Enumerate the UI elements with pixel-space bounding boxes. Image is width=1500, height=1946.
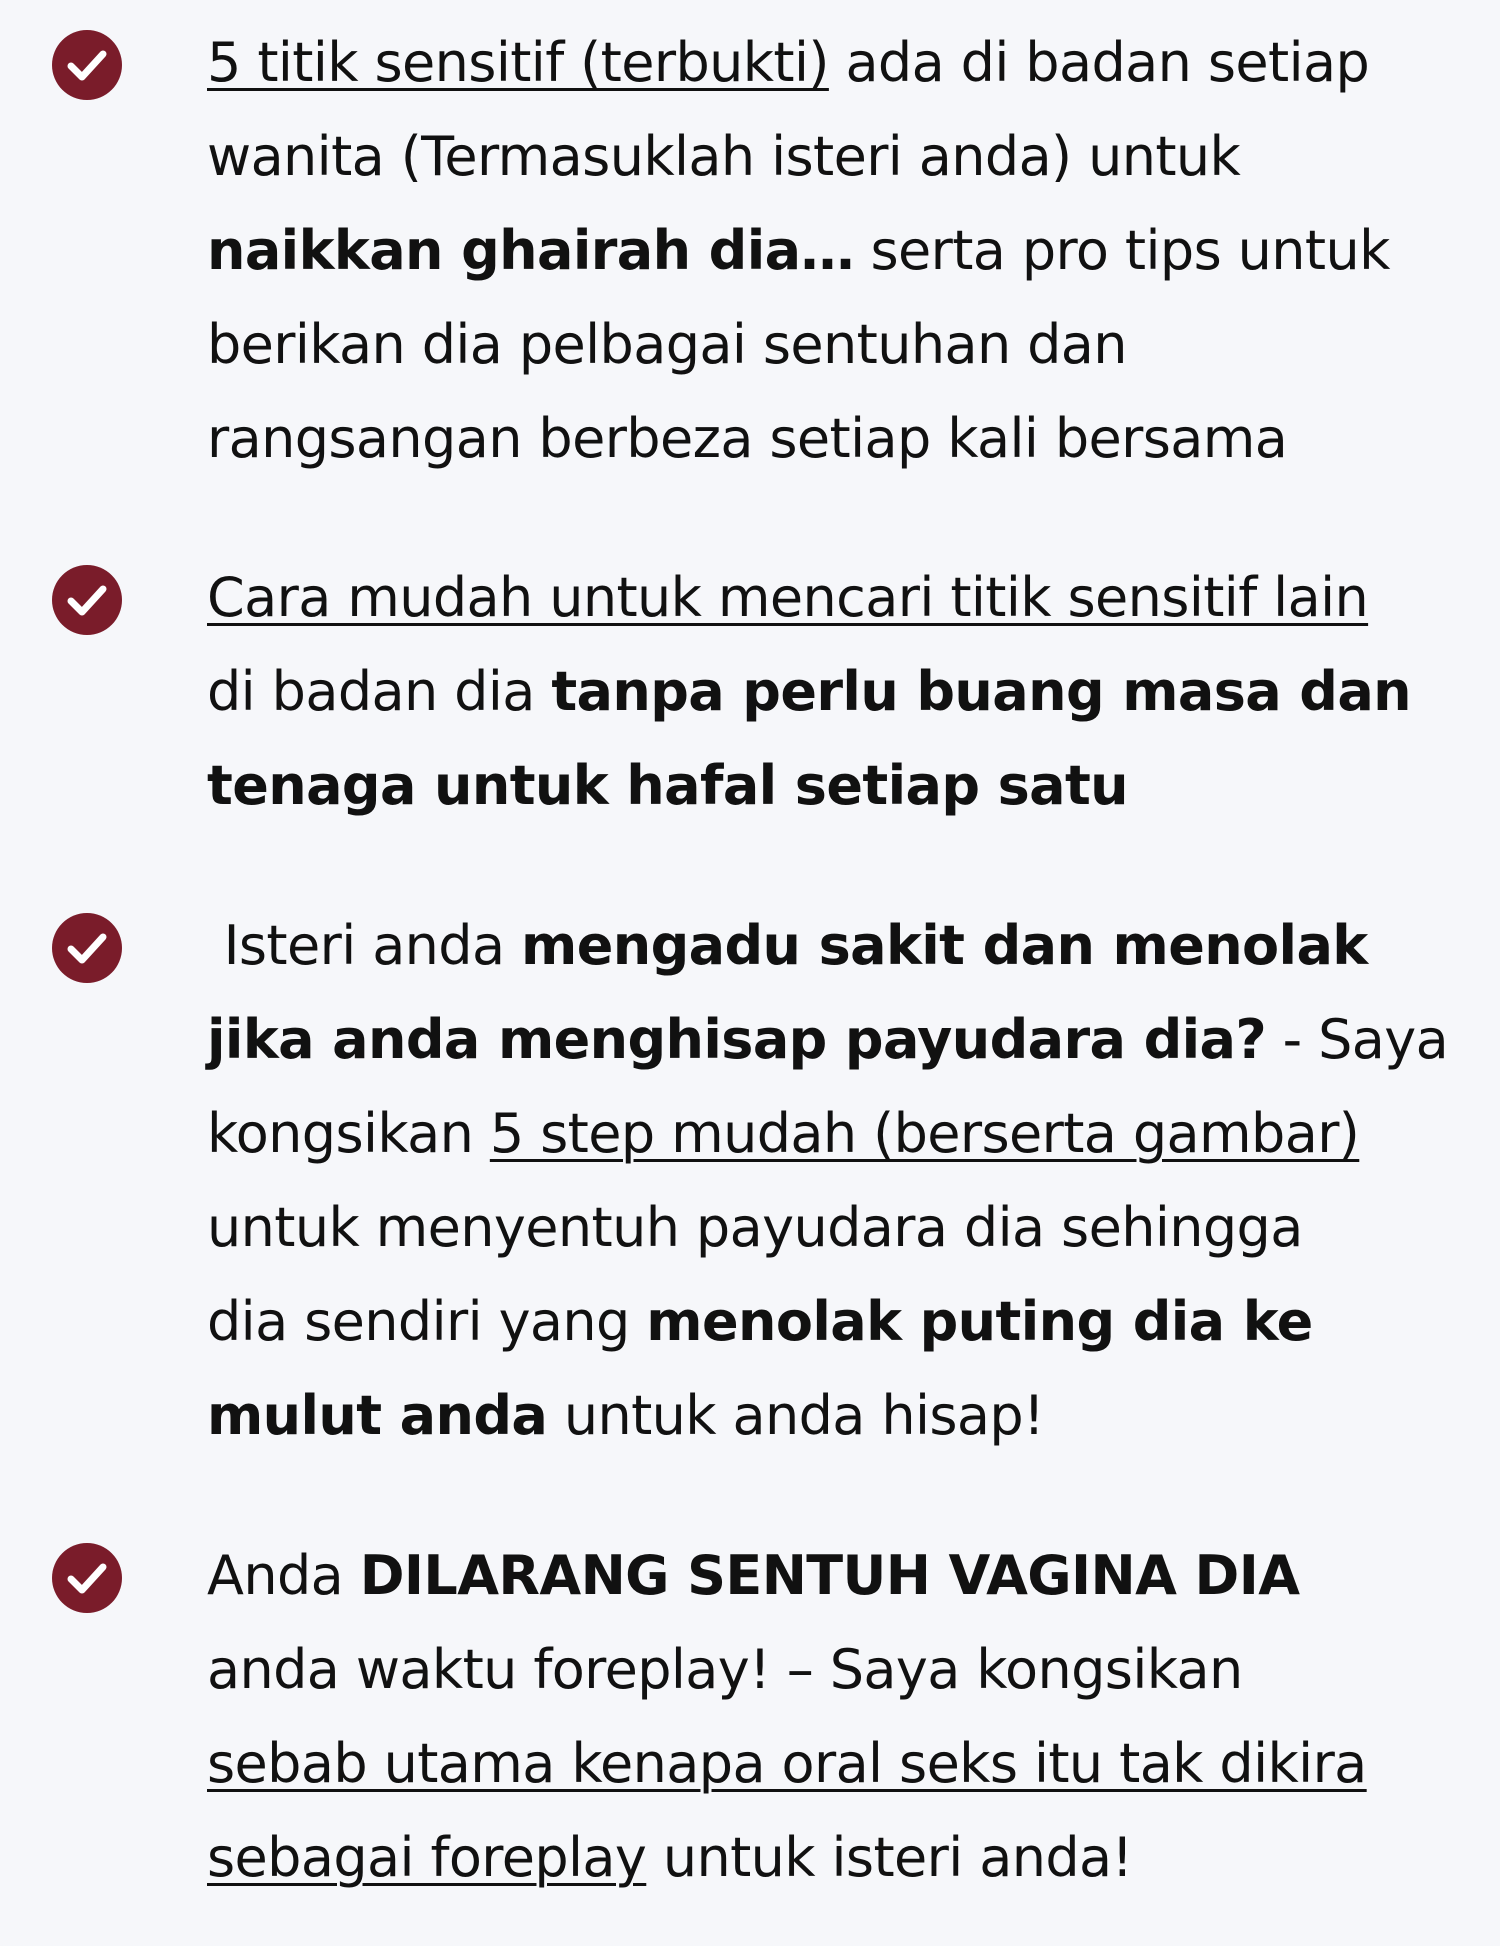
underlined-text: 5 step mudah (berserta gambar) (489, 1102, 1360, 1165)
text-segment: wanita (Termasuklah isteri anda) untuk (207, 125, 1241, 188)
text-line (207, 204, 1477, 298)
text-segment: untuk menyentuh payudara dia sehingga (207, 1196, 1303, 1259)
item-text (207, 551, 1477, 833)
item-text (207, 1529, 1477, 1905)
text-line (207, 645, 1477, 739)
text-segment: dia sendiri yang (207, 1290, 647, 1353)
text-line (207, 16, 1477, 110)
bold-text: jika anda menghisap payudara dia? (207, 1008, 1267, 1071)
text-line (207, 1275, 1477, 1369)
text-line (207, 739, 1477, 833)
text-segment: Anda (207, 1544, 360, 1607)
underlined-text: Cara mudah untuk mencari titik sensitif lain (207, 566, 1369, 629)
text-line (207, 899, 1477, 993)
text-segment: kongsikan (207, 1102, 490, 1165)
item-text (207, 899, 1477, 1463)
text-line (207, 1623, 1477, 1717)
text-segment: untuk isteri anda! (646, 1826, 1133, 1889)
text-segment: rangsangan berbeza setiap kali bersama (207, 407, 1288, 470)
underlined-text: sebagai foreplay (207, 1826, 647, 1889)
underlined-text: sebab utama kenapa oral seks itu tak dikira (207, 1732, 1367, 1795)
bold-text: mengadu sakit dan menolak (521, 914, 1368, 977)
text-line (207, 551, 1477, 645)
text-line (207, 993, 1477, 1087)
bold-text: tanpa perlu buang masa dan (551, 660, 1412, 723)
bold-text: DILARANG SENTUH VAGINA DIA (359, 1544, 1300, 1607)
text-segment: untuk anda hisap! (547, 1384, 1045, 1447)
text-segment: di badan dia (207, 660, 552, 723)
text-line (207, 1717, 1477, 1811)
text-line (207, 1181, 1477, 1275)
item-text (207, 16, 1477, 486)
text-segment: berikan dia pelbagai sentuhan dan (207, 313, 1127, 376)
text-segment: anda waktu foreplay! – Saya kongsikan (207, 1638, 1243, 1701)
bold-text: mulut anda (207, 1384, 548, 1447)
check-circle-icon (52, 565, 122, 635)
text-line (207, 392, 1477, 486)
text-segment: - Saya (1266, 1008, 1449, 1071)
bold-text: menolak puting dia ke (646, 1290, 1313, 1353)
text-line (207, 298, 1477, 392)
text-segment: serta pro tips untuk (853, 219, 1390, 282)
text-segment: Isteri anda (207, 914, 522, 977)
text-line (207, 1811, 1477, 1905)
text-line (207, 110, 1477, 204)
text-segment: ada di badan setiap (828, 31, 1370, 94)
bold-text: tenaga untuk hafal setiap satu (207, 754, 1129, 817)
check-circle-icon (52, 30, 122, 100)
text-line (207, 1087, 1477, 1181)
check-circle-icon (52, 1543, 122, 1613)
underlined-text: 5 titik sensitif (terbukti) (207, 31, 829, 94)
text-line (207, 1529, 1477, 1623)
check-circle-icon (52, 913, 122, 983)
text-line (207, 1369, 1477, 1463)
bold-text: naikkan ghairah dia… (207, 219, 854, 282)
